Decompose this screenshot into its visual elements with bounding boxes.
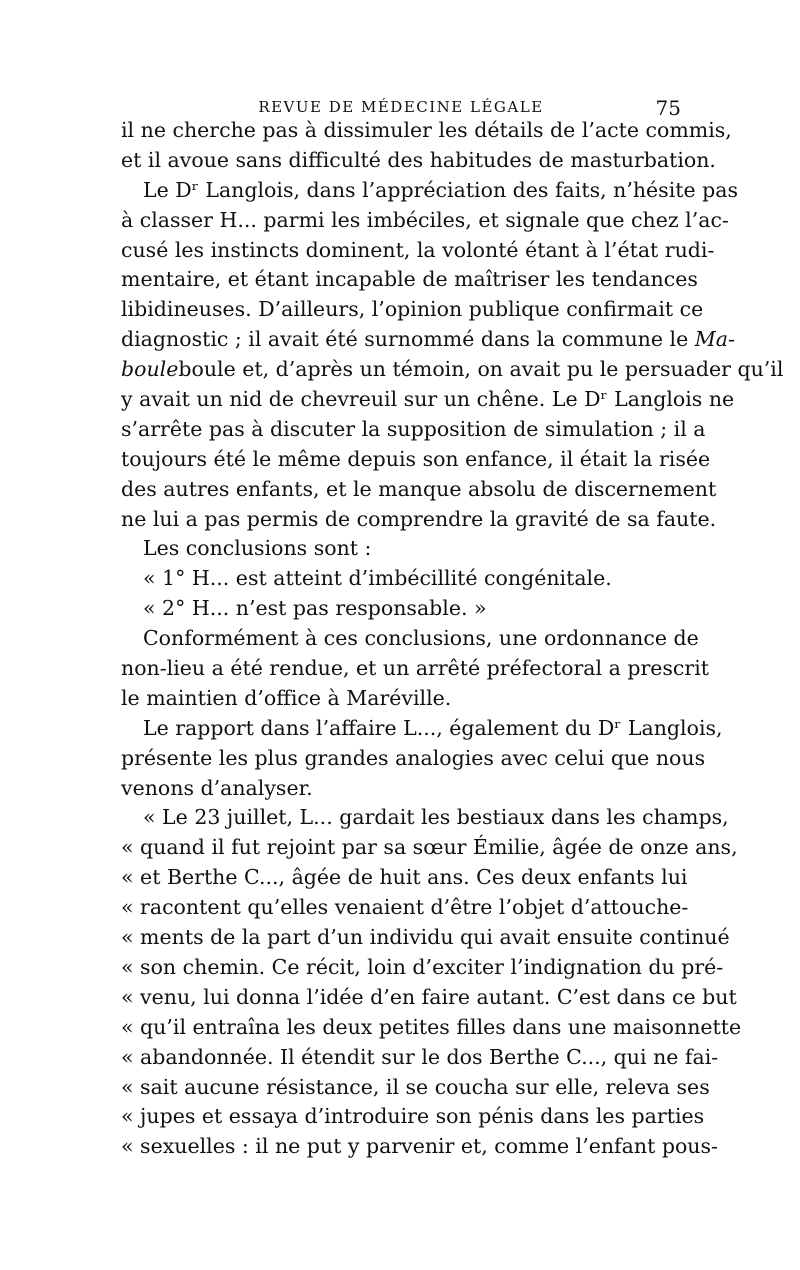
text-line: toujours été le même depuis son enfance, il était la risée	[121, 446, 711, 471]
text-line: « ments de la part d’un individu qui avait ensuite continué	[121, 925, 730, 950]
text-line: « quand il fut rejoint par sa sœur Émilie, âgée de onze ans,	[121, 835, 738, 860]
italic-word: boule	[121, 357, 179, 382]
text-line: présente les plus grandes analogies avec celui que nous	[121, 745, 706, 770]
text-line: « jupes et essaya d’introduire son pénis dans les parties	[121, 1104, 705, 1129]
text-line: y avait un nid de chevreuil sur un chêne. Le Dʳ Langlois ne	[121, 387, 735, 412]
text-line: mentaire, et étant incapable de maîtriser les tendances	[121, 267, 698, 292]
text-line: « venu, lui donna l’idée d’en faire autant. C’est dans ce but	[121, 984, 737, 1009]
text-run: diagnostic ; il avait été surnommé dans la commune le	[121, 327, 689, 352]
text-run: boule et, d’après un témoin, on avait pu le persuader qu’il	[178, 357, 784, 382]
text-line: « 2° H... n’est pas responsable. »	[143, 596, 487, 621]
body-text	[121, 116, 784, 1162]
text-line: des autres enfants, et le manque absolu de discernement	[121, 476, 717, 501]
text-line: Le rapport dans l’affaire L..., également du Dʳ Langlois,	[143, 715, 723, 740]
text-line: cusé les instincts dominent, la volonté étant à l’état rudi-	[121, 237, 715, 262]
text-line: « sait aucune résistance, il se coucha sur elle, releva ses	[121, 1074, 710, 1099]
text-line: il ne cherche pas à dissimuler les détails de l’acte commis,	[121, 118, 732, 142]
text-line: et il avoue sans difficulté des habitudes de masturbation.	[121, 147, 716, 172]
text-line: « abandonnée. Il étendit sur le dos Berthe C..., qui ne fai-	[121, 1044, 719, 1069]
text-line: non-lieu a été rendue, et un arrêté préfectoral a prescrit	[121, 656, 709, 681]
text-line: « 1° H... est atteint d’imbécillité congénitale.	[143, 566, 612, 591]
running-title: REVUE DE MÉDECINE LÉGALE	[258, 98, 544, 116]
text-line: s’arrête pas à discuter la supposition de simulation ; il a	[121, 416, 706, 441]
text-line: Les conclusions sont :	[143, 536, 372, 561]
text-line: « et Berthe C..., âgée de huit ans. Ces deux enfants lui	[121, 865, 688, 890]
text-line: « son chemin. Ce récit, loin d’exciter l’indignation du pré-	[121, 954, 724, 979]
text-line: « racontent qu’elles venaient d’être l’objet d’attouche-	[121, 895, 689, 920]
text-line: Le Dʳ Langlois, dans l’appréciation des faits, n’hésite pas	[143, 177, 739, 202]
text-line	[121, 355, 784, 385]
text-line: Conformément à ces conclusions, une ordonnance de	[143, 626, 699, 651]
text-line: venons d’analyser.	[121, 775, 313, 800]
page-number: 75	[655, 96, 681, 120]
text-line: libidineuses. D’ailleurs, l’opinion publique confirmait ce	[121, 297, 704, 322]
text-line: ne lui a pas permis de comprendre la gravité de sa faute.	[121, 506, 717, 531]
italic-word: Ma-	[694, 327, 735, 352]
text-line: « sexuelles : il ne put y parvenir et, comme l’enfant pous-	[121, 1134, 718, 1159]
text-line: le maintien d’office à Maréville.	[121, 685, 452, 710]
text-line: « Le 23 juillet, L... gardait les bestiaux dans les champs,	[143, 805, 729, 830]
text-line: à classer H... parmi les imbéciles, et signale que chez l’ac-	[121, 207, 729, 232]
text-line	[121, 325, 735, 355]
text-line: « qu’il entraîna les deux petites filles dans une maisonnette	[121, 1014, 742, 1039]
